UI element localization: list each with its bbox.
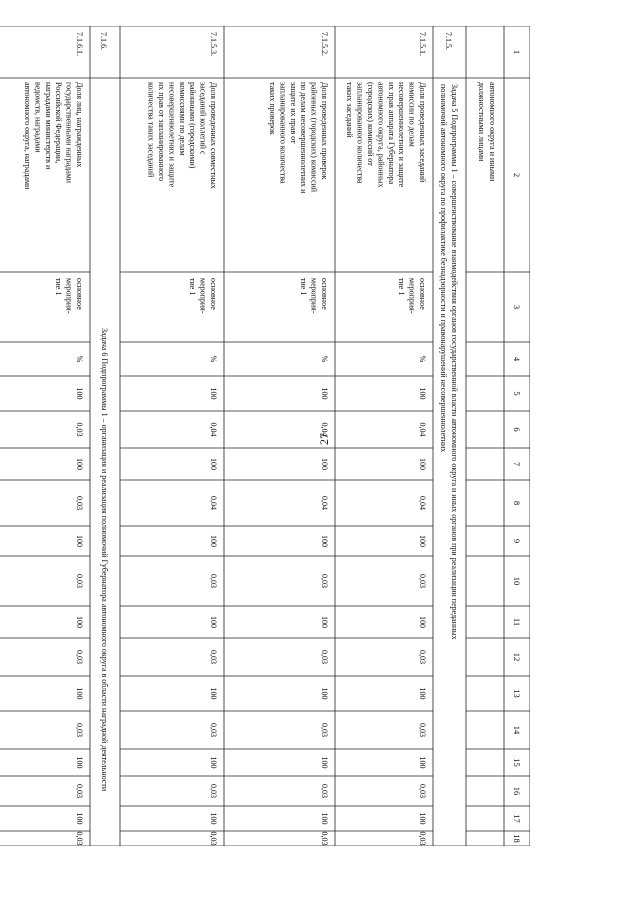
- row-cell: 100: [320, 756, 329, 769]
- task-title: Задача 6 Подпрограммы 1 – организация и реализация полномочий Губернатора автономного округа в области наградной деятельности: [100, 328, 109, 792]
- row-unit: %: [75, 355, 84, 363]
- row-code: 7.1.6.1.: [75, 32, 84, 56]
- row-source: мероприя-: [407, 278, 417, 314]
- row-cell: 0,03: [320, 784, 329, 798]
- header-cell: 6: [512, 427, 522, 432]
- row-name: Доля проведенных проверок: [320, 82, 329, 180]
- row-cell: 0,03: [209, 831, 218, 846]
- task-title: полномочий автономного округа по профилактике безнадзорности и правонарушений несовершеннолетних: [439, 84, 448, 453]
- row-cell: 0,04: [320, 422, 329, 437]
- row-name: защите их прав от: [288, 82, 298, 144]
- row-name: государственными наградами: [64, 82, 74, 184]
- row-name: районными (городскими): [188, 82, 198, 169]
- row-cell: 0,03: [75, 650, 84, 664]
- row-cell: 100: [320, 387, 329, 400]
- rotated-table-container: [0, 26, 530, 846]
- row-cell: 0,04: [209, 496, 218, 510]
- row-name: их прав аппарата Губернатора: [386, 82, 396, 185]
- row-name: Доля лиц, награжденных: [75, 82, 84, 168]
- row-cell: 100: [418, 756, 427, 769]
- row-cell: 0,03: [320, 831, 329, 846]
- row-cell: 0,03: [209, 650, 218, 664]
- row-source: тие 1: [188, 278, 198, 296]
- row-source: тие 1: [397, 278, 407, 296]
- header-cell: 11: [512, 617, 522, 627]
- row-cell: 0,04: [209, 422, 218, 437]
- table: [0, 26, 530, 846]
- header-cell: 18: [512, 834, 522, 843]
- row-cell: 0,03: [418, 650, 427, 664]
- row-cell: 0,03: [418, 831, 427, 846]
- row-code: 7.1.5.3.: [209, 32, 218, 56]
- header-cell: 17: [512, 814, 522, 823]
- row-cell: 100: [320, 535, 329, 547]
- row-name: заседаний коллегий с: [198, 82, 208, 155]
- row-name: автономного округа, районных: [376, 82, 386, 188]
- row-cell: 100: [320, 616, 329, 628]
- header-cell: 8: [512, 500, 522, 506]
- row-cell: 100: [209, 812, 218, 825]
- row-cell: 100: [75, 535, 84, 547]
- row-cell: 0,03: [75, 574, 84, 588]
- row-cell: 100: [209, 616, 218, 628]
- row-cell: 100: [75, 458, 84, 470]
- row-cell: 0,03: [418, 784, 427, 798]
- row-name: запланированного количества: [278, 82, 288, 184]
- row-unit: %: [209, 355, 218, 363]
- row-cell: 0,03: [320, 723, 329, 737]
- header-cell: 13: [512, 689, 522, 698]
- row-source: основное: [75, 278, 84, 310]
- header-cell: 10: [512, 576, 522, 586]
- row-name: Доля проведенных заседаний: [418, 82, 427, 183]
- row-cell: 0,04: [320, 496, 329, 510]
- row-cell: 100: [209, 458, 218, 470]
- row-unit: %: [320, 355, 329, 363]
- row-cell: 0,03: [320, 650, 329, 664]
- row-cell: 100: [418, 687, 427, 700]
- row-cell: 0,03: [209, 723, 218, 737]
- header-cell: 16: [512, 786, 522, 796]
- row-source: основное: [320, 278, 329, 310]
- row-name: комиссии по делам: [407, 82, 417, 147]
- row-cell: 100: [418, 387, 427, 400]
- header-cell: 12: [512, 652, 522, 662]
- row-cell: 100: [209, 687, 218, 700]
- row-name: их прав от запланированного: [157, 82, 166, 182]
- row-cell: 100: [75, 387, 84, 400]
- table-text: [23, 32, 522, 846]
- row-cell: 100: [418, 812, 427, 825]
- task-title: Задача 5 Подпрограммы 1 – совершенствование взаимодействия органов государственной власти автономного округа и иных органов при реализации переданных: [450, 84, 459, 640]
- row-unit: %: [418, 355, 427, 363]
- row-cell: 0,03: [75, 496, 84, 510]
- row-name: Российской Федерации,: [54, 82, 64, 164]
- header-cell: 3: [512, 304, 522, 310]
- row-cell: 0,03: [418, 723, 427, 737]
- row-source: тие 1: [299, 278, 309, 296]
- continuation-text: должностными лицами: [477, 82, 486, 162]
- header-cell: 4: [512, 356, 522, 362]
- row-cell: 0,03: [209, 574, 218, 588]
- row-cell: 100: [75, 616, 84, 628]
- row-name: по делам несовершеннолетних и: [299, 82, 309, 194]
- row-cell: 100: [320, 812, 329, 825]
- row-name: запланированного количества: [355, 82, 365, 184]
- row-cell: 100: [418, 535, 427, 547]
- row-source: мероприя-: [309, 278, 319, 314]
- row-cell: 100: [418, 458, 427, 470]
- row-source: основное: [209, 278, 218, 310]
- row-cell: 100: [209, 387, 218, 400]
- row-name: несовершеннолетних и защите: [167, 82, 177, 188]
- row-cell: 0,03: [75, 784, 84, 798]
- row-code: 7.1.5.1.: [418, 32, 427, 56]
- row-name: ведомств, наградами: [33, 82, 43, 153]
- row-name: количества таких заседаний: [146, 82, 156, 178]
- header-cell: 15: [512, 758, 522, 767]
- row-name: несовершеннолетних и защите: [397, 82, 407, 188]
- continuation-text: автономного округа и иными: [488, 82, 497, 182]
- row-cell: 100: [209, 756, 218, 769]
- row-cell: 0,03: [75, 723, 84, 737]
- row-name: комиссиями по делам: [177, 82, 187, 156]
- row-cell: 0,03: [75, 831, 84, 846]
- task-code: 7.1.6.: [99, 32, 108, 50]
- row-name: Доля проведенных совместных: [209, 82, 218, 189]
- page-number: 27: [317, 433, 331, 445]
- row-cell: 100: [209, 535, 218, 547]
- task-code: 7.1.5.: [444, 32, 453, 50]
- row-name: таких заседаний: [345, 82, 355, 138]
- row-cell: 0,03: [209, 784, 218, 798]
- header-cell: 5: [512, 391, 522, 396]
- row-cell: 0,04: [418, 496, 427, 510]
- row-name: (городских) комиссий от: [366, 82, 375, 166]
- header-cell: 2: [512, 172, 522, 178]
- row-name: районных (городских) комиссий: [309, 82, 319, 193]
- header-cell: 1: [512, 49, 522, 55]
- header-cell: 7: [512, 461, 522, 467]
- header-cell: 14: [512, 725, 522, 735]
- header-cell: 9: [512, 538, 522, 544]
- row-cell: 100: [75, 687, 84, 700]
- row-source: тие 1: [54, 278, 64, 296]
- row-code: 7.1.5.2.: [320, 32, 329, 56]
- row-cell: 0,04: [418, 422, 427, 437]
- row-source: мероприя-: [198, 278, 208, 314]
- row-cell: 100: [418, 616, 427, 628]
- row-cell: 100: [320, 458, 329, 470]
- row-cell: 0,03: [75, 422, 84, 437]
- row-cell: 100: [320, 687, 329, 700]
- row-name: таких проверок: [268, 82, 277, 135]
- row-cell: 0,03: [320, 574, 329, 588]
- row-cell: 100: [75, 812, 84, 825]
- row-source: мероприя-: [64, 278, 74, 314]
- row-cell: 100: [75, 756, 84, 769]
- row-name: автономного округа, наградами: [23, 82, 32, 190]
- row-name: наградами министерств и: [43, 82, 53, 170]
- row-source: основное: [418, 278, 427, 310]
- row-cell: 0,03: [418, 574, 427, 588]
